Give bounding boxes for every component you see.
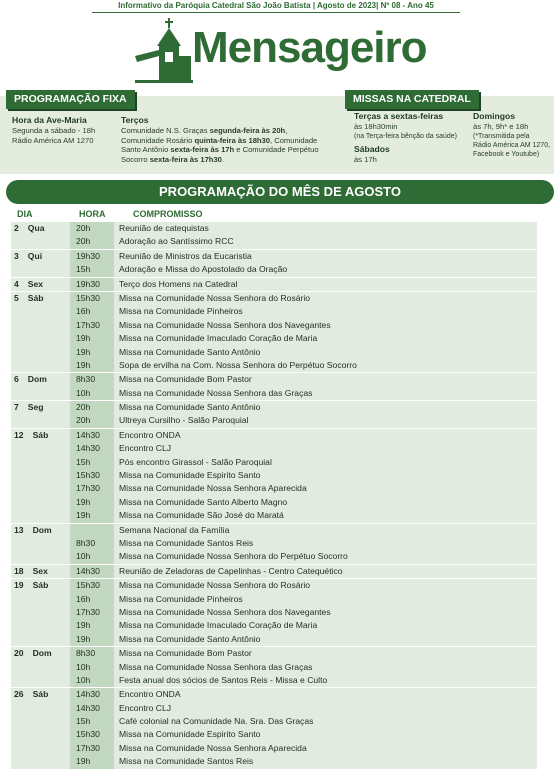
table-row [11, 537, 537, 550]
table-row [11, 633, 537, 646]
tercos-line: Comunidade Rosário quinta-feira às 18h30, Comunidade [121, 135, 318, 145]
table-row [11, 414, 537, 427]
hour-cell: 14h30 [76, 429, 100, 440]
day-cell [14, 688, 48, 701]
hour-cell: 20h [76, 415, 91, 426]
hour-cell: 16h [76, 306, 91, 317]
weekday: Dom [32, 524, 52, 535]
schedule-column-headers [0, 209, 554, 222]
hour-cell: 19h [76, 633, 91, 644]
event-cell: Missa na Comunidade Nossa Senhora do Rosário [119, 292, 311, 303]
weekday-masses-block [354, 110, 457, 165]
schedule-day-group [11, 429, 537, 524]
day-number: 26 [14, 689, 24, 700]
table-row [11, 496, 537, 509]
schedule-day-group [11, 565, 537, 579]
day-number: 6 [14, 374, 19, 385]
hour-cell: 14h30 [76, 443, 100, 454]
event-cell: Missa na Comunidade Nossa Senhora Aparecida [119, 742, 307, 753]
event-cell: Missa na Comunidade Imaculado Coração de Maria [119, 620, 318, 631]
day-number: 19 [14, 580, 24, 591]
sunday-masses-block [473, 110, 550, 159]
newsletter-info-line: Informativo da Paróquia Catedral São João Batista | Agosto de 2023| Nº 08 - Ano 45 [92, 0, 460, 13]
hour-cell: 10h [76, 661, 91, 672]
tercos-line: Santo Antônio sexta-feira às 17h e Comunidade Perpétuo [121, 145, 319, 155]
hour-cell: 14h30 [76, 565, 100, 576]
day-cell [14, 292, 44, 305]
weekday: Qua [27, 223, 45, 233]
table-row [11, 579, 537, 592]
tercos-block [121, 114, 341, 164]
hour-cell: 15h [76, 264, 91, 275]
ave-maria-line2: Rádio América AM 1270 [12, 135, 94, 145]
table-row [11, 647, 537, 660]
schedule-day-group [11, 222, 537, 250]
schedule-day-group [11, 250, 537, 278]
event-cell: Missa na Comunidade Nossa Senhora Aparecida [119, 483, 307, 494]
schedule-day-group [11, 688, 537, 769]
hour-cell: 10h [76, 551, 91, 562]
table-row [11, 359, 537, 372]
day-cell [14, 250, 42, 263]
table-row [11, 482, 537, 495]
hour-cell: 19h [76, 333, 91, 344]
table-row [11, 429, 537, 442]
day-cell [14, 565, 48, 578]
hour-cell: 20h [76, 402, 91, 413]
tercos-title: Terços [121, 115, 149, 125]
hour-cell: 17h30 [76, 483, 100, 494]
day-number: 3 [14, 250, 19, 261]
day-number: 12 [14, 429, 24, 440]
hour-cell: 8h30 [76, 374, 96, 385]
table-row [11, 469, 537, 482]
event-cell: Reunião de Zeladoras de Capelinhas - Centro Catequético [119, 565, 343, 576]
column-header-dia: DIA [17, 209, 33, 219]
event-cell: Missa na Comunidade Nossa Senhora das Graças [119, 661, 313, 672]
table-row [11, 305, 537, 318]
table-row [11, 346, 537, 359]
hour-cell: 19h [76, 620, 91, 631]
sunday-masses-note: Rádio América AM 1270, [473, 141, 551, 149]
event-cell: Encontro ONDA [119, 689, 181, 700]
programacao-fixa-tag: PROGRAMAÇÃO FIXA [6, 90, 135, 109]
saturday-masses-title: Sábados [354, 144, 390, 155]
hour-cell: 19h [76, 346, 91, 357]
day-cell [14, 579, 48, 592]
table-row [11, 292, 537, 305]
missas-tag: MISSAS NA CATEDRAL [345, 90, 479, 109]
table-row [11, 606, 537, 619]
ave-maria-line1: Segunda a sábado - 18h [12, 126, 96, 135]
event-cell: Missa na Comunidade Bom Pastor [119, 374, 252, 385]
sunday-masses-time: às 7h, 9h* e 18h [473, 122, 529, 131]
event-cell: Missa na Comunidade Pinheiros [119, 593, 243, 604]
table-row [11, 619, 537, 632]
hour-cell: 17h30 [76, 742, 100, 753]
event-cell: Ultreya Cursilho - Salão Paroquial [119, 415, 249, 426]
column-header-hora: HORA [79, 209, 106, 219]
event-cell: Encontro CLJ [119, 702, 172, 713]
table-row [11, 263, 537, 276]
ave-maria-title: Hora da Ave-Maria [12, 115, 87, 125]
schedule-day-group [11, 579, 537, 647]
event-cell: Missa na Comunidade Santo Antônio [119, 633, 261, 644]
weekday: Sáb [32, 429, 49, 440]
day-cell [14, 647, 52, 660]
event-cell: Missa na Comunidade Nossa Senhora do Perpétuo Socorro [119, 551, 348, 562]
table-row [11, 728, 537, 741]
day-number: 13 [14, 524, 24, 535]
table-row [11, 593, 537, 606]
day-cell [14, 222, 45, 235]
table-row [11, 565, 537, 578]
weekday: Sáb [32, 689, 49, 700]
schedule-title: PROGRAMAÇÃO DO MÊS DE AGOSTO [6, 180, 554, 204]
event-cell: Adoração ao Santíssimo RCC [119, 236, 234, 247]
day-cell [14, 278, 43, 291]
event-cell: Missa na Comunidade Nossa Senhora das Graças [119, 387, 313, 398]
hour-cell: 8h30 [76, 648, 96, 659]
event-cell: Café colonial na Comunidade Na. Sra. Das Graças [119, 716, 314, 727]
weekday-masses-note: (na Terça-feira bênção da saúde) [354, 132, 457, 140]
table-row [11, 278, 537, 291]
table-row [11, 456, 537, 469]
hour-cell: 15h30 [76, 729, 100, 740]
table-row [11, 373, 537, 386]
event-cell: Pós encontro Girassol - Salão Paroquial [119, 456, 272, 467]
weekday: Dom [27, 374, 47, 385]
hour-cell: 10h [76, 387, 91, 398]
hour-cell: 14h30 [76, 702, 100, 713]
table-row [11, 387, 537, 400]
event-cell: Missa na Comunidade Santos Reis [119, 537, 254, 548]
hour-cell: 19h [76, 510, 91, 521]
hour-cell: 8h30 [76, 537, 96, 548]
day-number: 7 [14, 402, 19, 413]
weekday-masses-time: às 18h30min [354, 122, 398, 131]
ave-maria-block [12, 114, 95, 145]
table-row [11, 235, 537, 248]
event-cell: Reunião de Ministros da Eucaristia [119, 250, 252, 261]
sunday-masses-note: (*Transmitida pela [473, 132, 530, 140]
hour-cell: 17h30 [76, 606, 100, 617]
day-cell [14, 401, 44, 414]
event-cell: Missa na Comunidade Santos Reis [119, 756, 254, 767]
schedule-day-group [11, 278, 537, 292]
schedule-table [11, 222, 537, 770]
schedule-day-group [11, 401, 537, 429]
hour-cell: 10h [76, 674, 91, 685]
day-number: 18 [14, 565, 24, 576]
schedule-day-group [11, 647, 537, 688]
day-cell [14, 524, 52, 537]
event-cell: Missa na Comunidade Nossa Senhora dos Navegantes [119, 319, 331, 330]
weekday: Sex [32, 565, 48, 576]
event-cell: Missa na Comunidade Pinheiros [119, 306, 243, 317]
hour-cell: 15h [76, 716, 91, 727]
table-row [11, 688, 537, 701]
table-row [11, 509, 537, 522]
table-row [11, 524, 537, 537]
event-cell: Missa na Comunidade Nossa Senhora dos Navegantes [119, 606, 331, 617]
event-cell: Semana Nacional da Família [119, 524, 230, 535]
event-cell: Reunião de catequistas [119, 223, 209, 233]
event-cell: Missa na Comunidade Espirito Santo [119, 470, 261, 481]
weekday: Qui [27, 250, 43, 261]
event-cell: Festa anual dos sócios de Santos Reis - Missa e Culto [119, 674, 328, 685]
event-cell: Missa na Comunidade Bom Pastor [119, 648, 252, 659]
hour-cell: 19h [76, 756, 91, 767]
tercos-line: Socorro sexta-feira às 17h30. [121, 154, 225, 164]
table-row [11, 250, 537, 263]
day-cell [14, 373, 47, 386]
hour-cell: 19h [76, 496, 91, 507]
weekday: Sáb [27, 292, 44, 303]
day-cell [14, 429, 48, 442]
day-number: 4 [14, 278, 19, 289]
masthead-title: Mensageiro [192, 23, 427, 72]
sunday-masses-title: Domingos [473, 111, 516, 121]
event-cell: Terço dos Homens na Catedral [119, 278, 238, 289]
table-row [11, 222, 537, 235]
event-cell: Sopa de ervilha na Com. Nossa Senhora do Perpétuo Socorro [119, 359, 357, 370]
table-row [11, 661, 537, 674]
event-cell: Adoração e Missa do Apostolado da Oração [119, 264, 288, 275]
cathedral-logo-icon [133, 16, 195, 86]
event-cell: Missa na Comunidade Santo Antônio [119, 402, 261, 413]
hour-cell: 17h30 [76, 319, 100, 330]
hour-cell: 19h [76, 359, 91, 370]
hour-cell: 15h [76, 456, 91, 467]
hour-cell: 15h30 [76, 580, 100, 591]
hour-cell: 20h [76, 236, 91, 247]
hour-cell: 15h30 [76, 292, 100, 303]
event-cell: Missa na Comunidade Espirito Santo [119, 729, 261, 740]
event-cell: Missa na Comunidade Santo Antônio [119, 346, 261, 357]
event-cell: Missa na Comunidade Imaculado Coração de Maria [119, 333, 318, 344]
hour-cell: 15h30 [76, 470, 100, 481]
table-row [11, 674, 537, 687]
hour-cell: 20h [76, 223, 91, 233]
sunday-masses-note: Facebook e Youtube) [473, 150, 540, 158]
saturday-masses-time: às 17h [354, 155, 377, 165]
table-row [11, 742, 537, 755]
hour-cell: 16h [76, 593, 91, 604]
event-cell: Encontro ONDA [119, 429, 181, 440]
event-cell: Missa na Comunidade São José do Maratá [119, 510, 284, 521]
hour-cell: 19h30 [76, 250, 100, 261]
weekday: Sáb [32, 580, 49, 591]
table-row [11, 715, 537, 728]
schedule-day-group [11, 373, 537, 401]
column-header-compromisso: COMPROMISSO [133, 209, 203, 219]
table-row [11, 702, 537, 715]
tercos-line: Comunidade N.S. Graças segunda-feira às 20h, [121, 126, 288, 135]
table-row [11, 319, 537, 332]
event-cell: Missa na Comunidade Santo Alberto Magno [119, 496, 288, 507]
day-number: 2 [14, 223, 19, 233]
event-cell: Encontro CLJ [119, 443, 172, 454]
day-number: 5 [14, 292, 19, 303]
hour-cell: 14h30 [76, 689, 100, 700]
weekday: Seg [27, 402, 44, 413]
hour-cell: 19h30 [76, 278, 100, 289]
table-row [11, 332, 537, 345]
table-row [11, 442, 537, 455]
table-row [11, 401, 537, 414]
weekday-masses-title: Terças a sextas-feiras [354, 111, 444, 121]
weekday: Sex [27, 278, 44, 289]
table-row [11, 755, 537, 768]
weekday: Dom [32, 648, 52, 659]
event-cell: Missa na Comunidade Nossa Senhora do Rosário [119, 580, 311, 591]
schedule-day-group [11, 292, 537, 373]
day-number: 20 [14, 648, 24, 659]
schedule-day-group [11, 524, 537, 565]
table-row [11, 550, 537, 563]
